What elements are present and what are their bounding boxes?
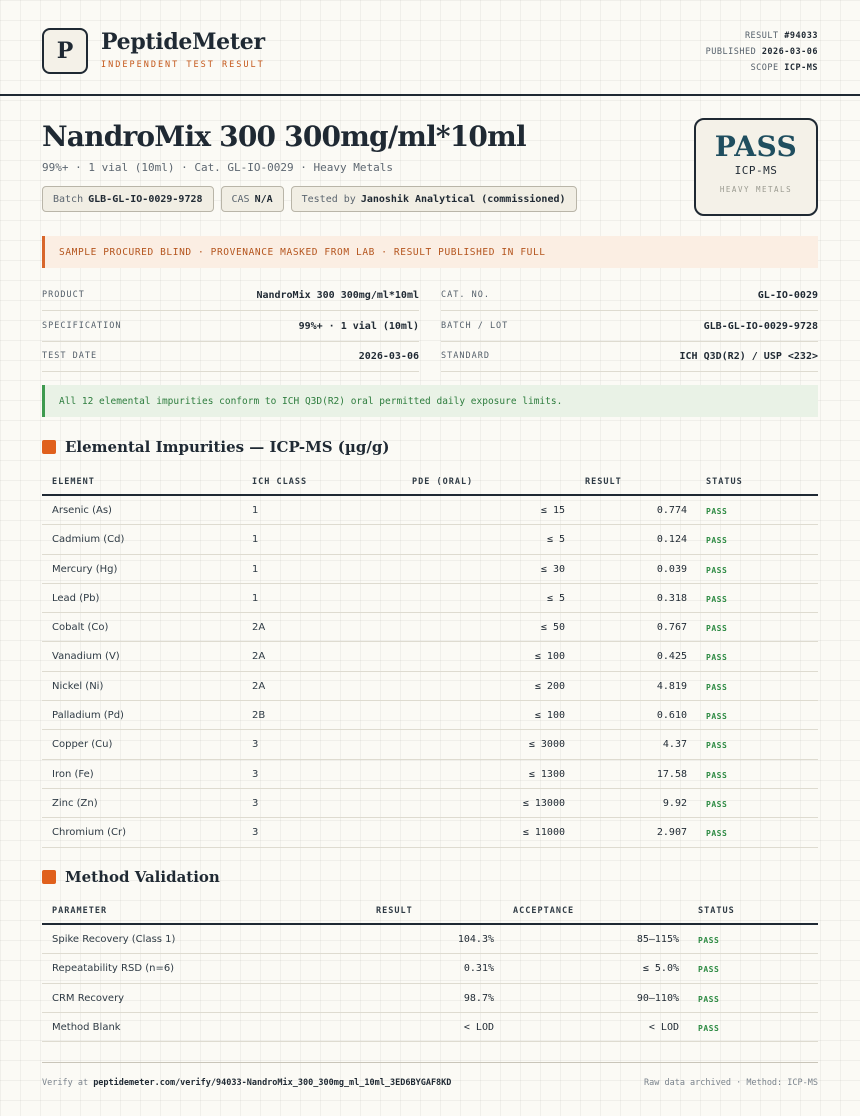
ich-class-cell: 3 [252, 797, 259, 809]
col-result: RESULT [585, 477, 622, 487]
product-title: NandroMix 300 300mg/ml*10ml [42, 120, 526, 153]
element-cell: Cadmium (Cd) [52, 534, 125, 546]
validation-table [42, 895, 818, 1042]
result-label: RESULT [744, 31, 779, 41]
element-cell: Cobalt (Co) [52, 622, 109, 634]
ich-class-cell: 2A [252, 680, 266, 692]
tested-by-chip: Tested by Janoshik Analytical (commissioned) [291, 186, 577, 212]
status-badge: PASS [706, 829, 728, 839]
ich-class-cell: 2B [252, 710, 266, 722]
header-meta [706, 28, 818, 76]
status-badge: PASS [706, 594, 728, 604]
parameter-cell: Method Blank [52, 1021, 121, 1033]
scope-label: SCOPE [750, 63, 779, 73]
pde-cell: ≤ 11000 [522, 827, 565, 839]
section-marker-icon [42, 870, 56, 884]
verdict-word: PASS [714, 130, 798, 163]
status-badge: PASS [698, 994, 720, 1004]
status-badge: PASS [706, 799, 728, 809]
result-cell: 0.425 [656, 651, 687, 663]
element-cell: Copper (Cu) [52, 739, 113, 751]
result-cell: 0.039 [656, 563, 687, 575]
element-cell: Iron (Fe) [52, 768, 94, 780]
table-row [42, 555, 818, 584]
col-val-status: STATUS [698, 906, 735, 916]
table-row [42, 984, 818, 1013]
info-chips [42, 186, 577, 212]
status-badge: PASS [706, 565, 728, 575]
table-row [42, 701, 818, 730]
acceptance-cell: < LOD [648, 1021, 679, 1033]
status-badge: PASS [706, 507, 728, 516]
status-badge: PASS [706, 770, 728, 780]
archive-note: Raw data archived · Method: ICP-MS [644, 1078, 818, 1088]
section-marker-icon [42, 440, 56, 454]
validation-header [42, 895, 818, 925]
col-val-result: RESULT [376, 906, 413, 916]
impurities-title: Elemental Impurities — ICP-MS (µg/g) [65, 438, 390, 456]
meta-product: PRODUCT NandroMix 300 300mg/ml*10ml [42, 280, 419, 311]
result-cell: 0.610 [656, 710, 687, 722]
verdict-scope: HEAVY METALS [719, 185, 793, 194]
ich-class-cell: 2A [252, 622, 266, 634]
table-row [42, 1013, 818, 1042]
table-row [42, 613, 818, 642]
brand-tagline: INDEPENDENT TEST RESULT [101, 60, 265, 70]
verify-line [42, 1078, 451, 1088]
batch-chip: Batch GLB-GL-IO-0029-9728 [42, 186, 214, 212]
pde-cell: ≤ 50 [540, 622, 565, 634]
table-row [42, 730, 818, 759]
val-result-cell: 0.31% [463, 963, 494, 975]
blind-procurement-banner: SAMPLE PROCURED BLIND · PROVENANCE MASKED FROM LAB · RESULT PUBLISHED IN FULL [42, 236, 818, 268]
status-badge: PASS [706, 536, 728, 546]
verify-label: Verify at [42, 1078, 89, 1088]
ich-class-cell: 2A [252, 651, 266, 663]
table-row [42, 584, 818, 613]
element-cell: Arsenic (As) [52, 505, 112, 516]
table-row [42, 672, 818, 701]
published-label: PUBLISHED [705, 47, 757, 57]
scope-value: ICP-MS [784, 63, 818, 73]
table-row [42, 818, 818, 847]
status-badge: PASS [706, 624, 728, 634]
product-subtitle: 99%+ · 1 vial (10ml) · Cat. GL-IO-0029 · Heavy Metals [42, 161, 393, 174]
status-badge: PASS [706, 712, 728, 722]
impurities-table [42, 466, 818, 848]
status-badge: PASS [706, 682, 728, 692]
result-cell: 2.907 [656, 827, 687, 839]
result-cell: 17.58 [656, 768, 687, 780]
pde-cell: ≤ 100 [534, 651, 565, 663]
val-result-cell: 98.7% [463, 992, 494, 1004]
pde-cell: ≤ 15 [540, 505, 565, 516]
pde-cell: ≤ 200 [534, 680, 565, 692]
impurities-heading [42, 438, 389, 456]
result-cell: 0.767 [656, 622, 687, 634]
pde-cell: ≤ 5 [546, 534, 565, 546]
pde-cell: ≤ 3000 [528, 739, 565, 751]
cas-chip: CAS N/A [221, 186, 284, 212]
result-cell: 0.774 [656, 505, 687, 516]
brand-name: PeptideMeter [101, 29, 265, 55]
element-cell: Chromium (Cr) [52, 827, 127, 839]
parameter-cell: Repeatability RSD (n=6) [52, 963, 175, 975]
parameter-cell: Spike Recovery (Class 1) [52, 934, 176, 945]
validation-title: Method Validation [65, 868, 220, 886]
impurities-body [42, 496, 818, 848]
pde-cell: ≤ 30 [540, 563, 565, 575]
col-parameter: PARAMETER [52, 906, 108, 916]
parameter-cell: CRM Recovery [52, 992, 125, 1004]
table-row [42, 642, 818, 671]
verdict-method: ICP-MS [734, 164, 778, 177]
ich-class-cell: 1 [252, 505, 259, 516]
element-cell: Nickel (Ni) [52, 680, 104, 692]
status-badge: PASS [698, 965, 720, 975]
meta-test-date: TEST DATE 2026-03-06 [42, 341, 419, 372]
brand-logo: P [42, 28, 88, 74]
verdict-badge [694, 118, 818, 216]
table-row [42, 954, 818, 983]
ich-class-cell: 3 [252, 827, 259, 839]
result-cell: 0.124 [656, 534, 687, 546]
val-result-cell: 104.3% [457, 934, 494, 945]
verify-link[interactable]: peptidemeter.com/verify/94033-NandroMix_300_300mg_ml_10ml_3ED6BYGAF8KD [93, 1078, 452, 1088]
table-row [42, 925, 818, 954]
element-cell: Palladium (Pd) [52, 710, 124, 722]
ich-class-cell: 3 [252, 768, 259, 780]
pde-cell: ≤ 1300 [528, 768, 565, 780]
validation-heading [42, 868, 220, 886]
acceptance-cell: 85–115% [636, 934, 679, 945]
element-cell: Zinc (Zn) [52, 797, 98, 809]
result-cell: 4.37 [662, 739, 687, 751]
pde-cell: ≤ 100 [534, 710, 565, 722]
meta-batch: BATCH / LOT GLB-GL-IO-0029-9728 [441, 311, 818, 342]
pde-cell: ≤ 5 [546, 592, 565, 604]
table-row [42, 789, 818, 818]
acceptance-cell: ≤ 5.0% [642, 963, 679, 975]
val-result-cell: < LOD [463, 1021, 494, 1033]
element-cell: Lead (Pb) [52, 592, 100, 604]
table-row [42, 760, 818, 789]
published-date: 2026-03-06 [761, 47, 818, 57]
status-badge: PASS [698, 1023, 720, 1033]
status-badge: PASS [706, 741, 728, 751]
meta-standard: STANDARD ICH Q3D(R2) / USP <232> [441, 341, 818, 372]
meta-specification: SPECIFICATION 99%+ · 1 vial (10ml) [42, 311, 419, 342]
element-cell: Mercury (Hg) [52, 563, 118, 575]
report-footer [42, 1062, 818, 1088]
ich-class-cell: 1 [252, 563, 259, 575]
validation-body [42, 925, 818, 1042]
status-badge: PASS [698, 936, 720, 945]
col-element: ELEMENT [52, 477, 95, 487]
status-badge: PASS [706, 653, 728, 663]
col-acceptance: ACCEPTANCE [513, 906, 575, 916]
result-cell: 9.92 [662, 797, 687, 809]
pde-cell: ≤ 13000 [522, 797, 565, 809]
element-cell: Vanadium (V) [52, 651, 120, 663]
col-ich-class: ICH CLASS [252, 477, 308, 487]
meta-cat-no: CAT. NO. GL-IO-0029 [441, 280, 818, 311]
acceptance-cell: 90–110% [636, 992, 679, 1004]
report-header [0, 0, 860, 96]
result-cell: 0.318 [656, 592, 687, 604]
table-row [42, 525, 818, 554]
col-status: STATUS [706, 477, 743, 487]
col-pde: PDE (ORAL) [412, 477, 474, 487]
ich-class-cell: 1 [252, 592, 259, 604]
ich-class-cell: 1 [252, 534, 259, 546]
impurities-header [42, 466, 818, 496]
conformance-banner: All 12 elemental impurities conform to ICH Q3D(R2) oral permitted daily exposure limits. [42, 385, 818, 417]
ich-class-cell: 3 [252, 739, 259, 751]
result-cell: 4.819 [656, 680, 687, 692]
table-row [42, 496, 818, 525]
result-number: #94033 [784, 31, 818, 41]
